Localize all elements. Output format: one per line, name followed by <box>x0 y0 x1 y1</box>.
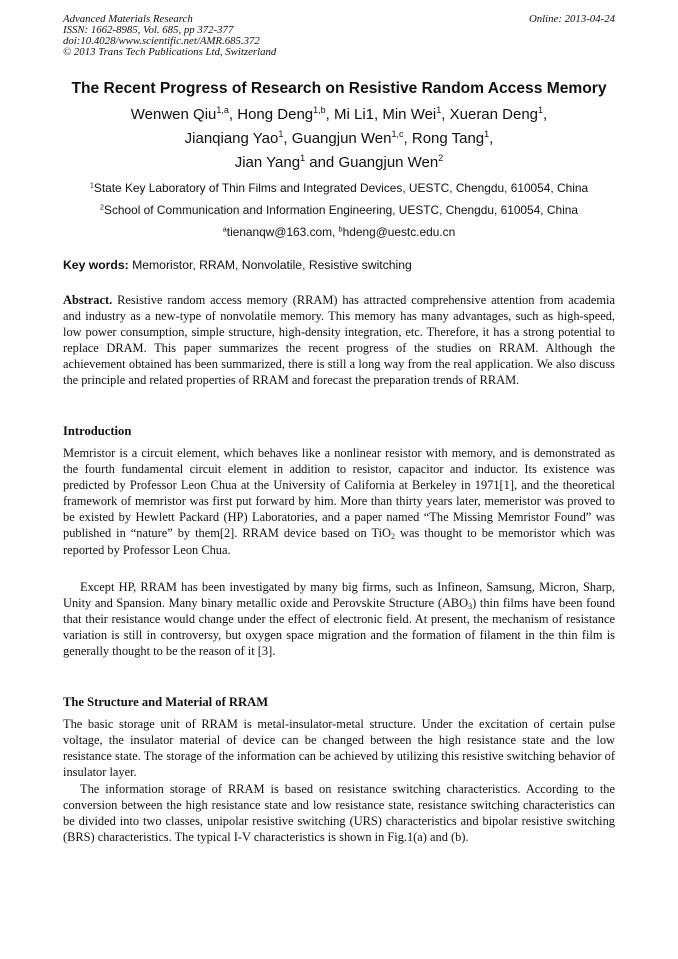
author: Min Wei$^1$, <box>382 105 450 123</box>
doi: doi:10.4028/www.scientific.net/AMR.685.372 <box>63 35 260 47</box>
affiliations <box>30 177 648 243</box>
author: Rong Tang$^1$, <box>411 129 494 147</box>
intro-paragraph: Memristor is a circuit element, which behaves like a nonlinear resistor with memory, and is demonstrated as the fourth fundamental circuit element in addition to resistor, capacitor and inductor. Its existence was predicted by Professor Leon Chua at the University of California at Berkeley in 1971[1], and the theoretical framework of memristor was first put forward by him. More than thirty years later, memeristor was proved to be existed by Hewlett Packard (HP) Laboratories, and a paper named “The Missing Memristor Found” was published in “nature” by them[2]. RRAM device based on TiO$_2$ was thought to be memoristor which was reported by Professor Leon Chua. <box>63 446 615 557</box>
section-heading-introduction: Introduction <box>63 424 132 438</box>
journal-name: Advanced Materials Research <box>63 13 193 25</box>
author: Wenwen Qiu$^{1,a}$, <box>130 105 238 123</box>
author: Guangjun Wen$^2$ <box>338 153 444 171</box>
copyright: © 2013 Trans Tech Publications Ltd, Switzerland <box>63 46 277 58</box>
intro-paragraph: Except HP, RRAM has been investigated by many big firms, such as Infineon, Samsung, Micron, Sharp, Unity and Spansion. Many binary metallic oxide and Perovskite Structure $(ABO_3)$ thin films have been found that their resistance would change under the effect of electronic field. At present, the mechanism of resistance variation is still in controversy, but oxygen space migration and the formation of filament in the thin film is generally thought to be the reason of it [3]. <box>63 580 615 659</box>
paper-title: The Recent Progress of Research on Resistive Random Access Memory <box>71 80 607 97</box>
author: Guangjun Wen$^{1,c}$, <box>291 129 412 147</box>
author: Xueran Deng$^1$, <box>449 105 548 123</box>
affiliation: $^2$School of Communication and Information Engineering, UESTC, Chengdu, 610054, China <box>100 203 578 217</box>
author: Jian Yang$^1$ and <box>234 153 339 171</box>
author-list <box>30 103 648 175</box>
author: Mi Li1, <box>334 106 383 123</box>
structure-paragraph: The basic storage unit of RRAM is metal-insulator-metal structure. Under the excitation of certain pulse voltage, the insulator material of device can be changed between the high resistance state and the low resistance state. The storage of the information can be achieved by utilizing this resistive switching behavior of insulator layer. <box>63 717 615 780</box>
affiliation: $^1$State Key Laboratory of Thin Films and Integrated Devices, UESTC, Chengdu, 610054, China <box>89 181 589 195</box>
abstract: Abstract. Resistive random access memory (RRAM) has attracted comprehensive attention from academia and industry as a new-type of nonvolatile memory. This memory has many advantages, such as high-speed, low power consumption, simple structure, high-density integration, etc. Therefore, it has a strong potential to replace DRAM. This paper summarizes the recent progress of the studies on RRAM. Although the achievement obtained has been summarized, there is still a long way from the real application. We also discuss the principle and related properties of RRAM and forecast the preparation trends of RRAM. <box>63 293 615 388</box>
issn: ISSN: 1662-8985, Vol. 685, pp 372-377 <box>63 24 234 36</box>
structure-paragraph: The information storage of RRAM is based on resistance switching characteristics. According to the conversion between the high resistance state and low resistance state, resistance switching characteristics can be divided into two classes, unipolar resistive switching (URS) characteristics and bipolar resistive switching (BRS) characteristics. The typical I-V characteristics is shown in Fig.1(a) and (b). <box>63 782 615 845</box>
keywords: Key words: Memoristor, RRAM, Nonvolatile, Resistive switching <box>63 258 412 272</box>
author: Hong Deng$^{1,b}$, <box>237 105 334 123</box>
online-date: Online: 2013-04-24 <box>528 13 615 25</box>
author: Jianqiang Yao$^1$, <box>184 129 292 147</box>
section-heading-structure: The Structure and Material of RRAM <box>63 695 269 709</box>
journal-header <box>63 14 276 58</box>
emails: $^a$tienanqw@163.com, $^b$hdeng@uestc.edu.cn <box>222 225 456 239</box>
